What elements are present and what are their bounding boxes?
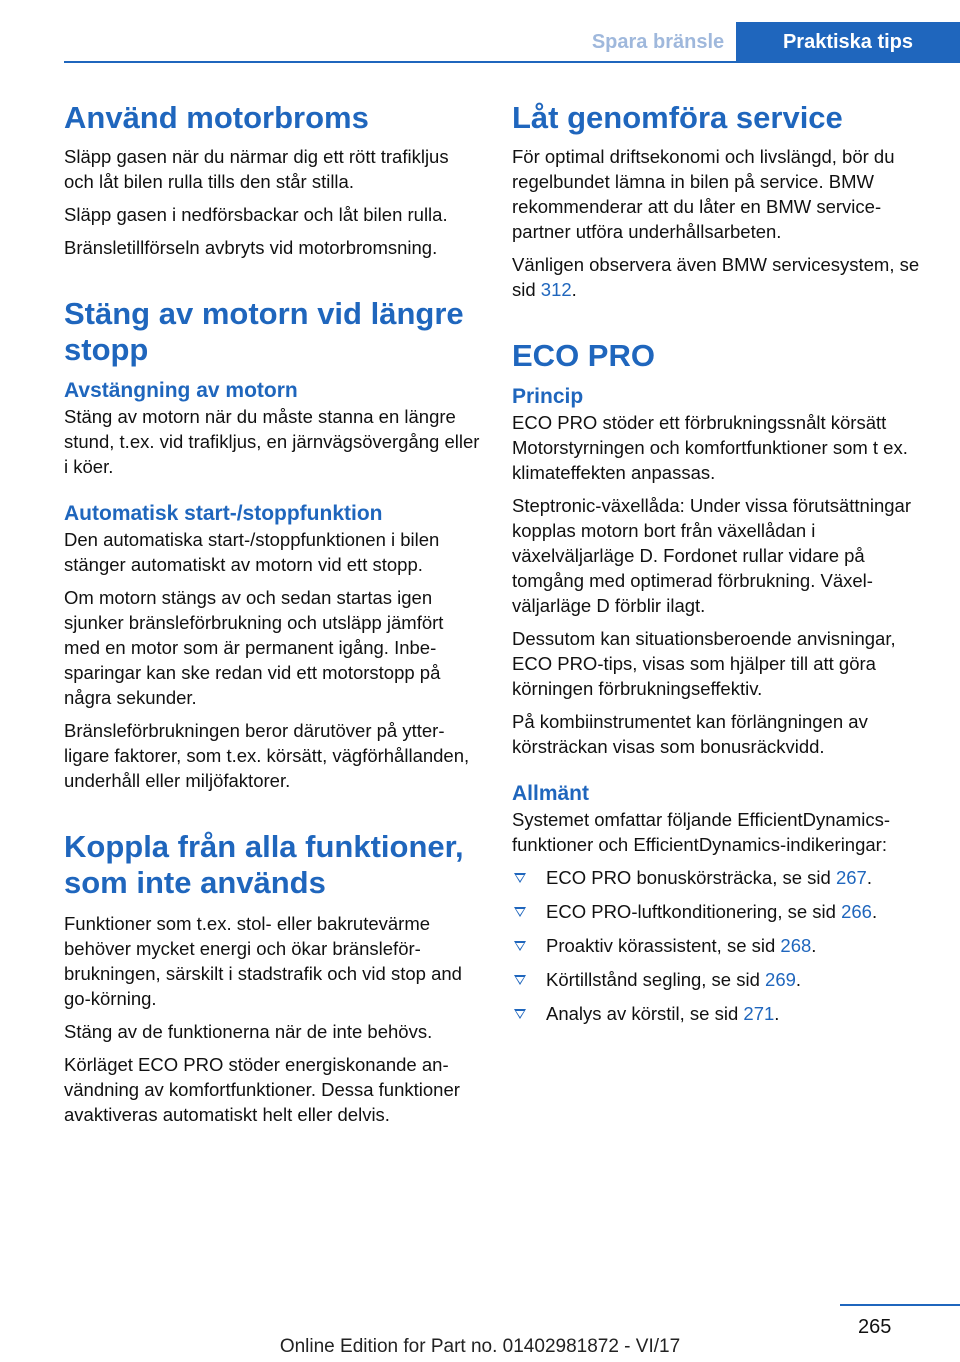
page-link-312[interactable]: 312 xyxy=(540,279,572,300)
triangle-bullet-icon xyxy=(514,975,526,985)
triangle-bullet-icon xyxy=(514,1009,526,1019)
paragraph: Bränsleförbrukningen beror därutöver på ytterligare faktorer, som t.ex. körsätt, vägförhållanden, underhåll eller miljöfaktorer. xyxy=(64,720,470,791)
footer-rule xyxy=(840,1304,960,1306)
paragraph: På kombiinstrumentet kan förlängningen av körsträckan visas som bonusräckvidd. xyxy=(512,711,868,757)
subsection-title-start-stopp: Automatisk start-/stoppfunktion xyxy=(64,502,383,525)
paragraph: Släpp gasen när du närmar dig ett rött trafikljus och låt bilen rulla tills den står stilla. xyxy=(64,146,449,192)
paragraph: Systemet omfattar följande EfficientDynamics-funktioner och EfficientDynamics-indikeringar: xyxy=(512,809,891,855)
page-link-267[interactable]: 267 xyxy=(835,867,867,888)
paragraph: ECO PRO stöder ett förbrukningssnålt körsätt Motorstyrningen och komfortfunktioner som t ex. klimateffekten anpassas. xyxy=(512,412,908,483)
list-item: ECO PRO-luftkonditionering, se sid 266. xyxy=(512,899,930,924)
tab-praktiska-tips[interactable]: Praktiska tips xyxy=(736,22,960,62)
section-title-koppla-fran: Koppla från alla funktioner, som inte används xyxy=(64,829,464,900)
section-title-motorbroms: Använd motorbroms xyxy=(64,100,369,135)
feature-list xyxy=(512,865,930,1026)
section-title-service: Låt genomföra service xyxy=(512,100,843,135)
page-number: 265 xyxy=(858,1316,892,1338)
page-link-269[interactable]: 269 xyxy=(765,969,796,990)
paragraph: Dessutom kan situationsberoende anvisningar, ECO PRO-tips, visas som hjälper till att göra körningen förbrukningseffektiv. xyxy=(512,628,896,699)
left-column xyxy=(64,100,482,1135)
paragraph: Släpp gasen i nedförsbackar och låt bilen rulla. xyxy=(64,204,448,225)
triangle-bullet-icon xyxy=(514,941,526,951)
paragraph: Den automatiska start-/stoppfunktionen i bilen stänger automatiskt av motorn vid ett stopp. xyxy=(64,529,440,575)
section-title-eco-pro: ECO PRO xyxy=(512,338,655,373)
subsection-title-princip: Princip xyxy=(512,385,584,408)
paragraph: Steptronic-växellåda: Under vissa förutsättningar kopplas motorn bort från växellådan i växelväljarläge D. Fordonet rullar vidare på tomgång med optimerad förbrukning. Växelväljarläge D förblir ilagt. xyxy=(512,495,911,616)
page-link-271[interactable]: 271 xyxy=(743,1003,775,1024)
triangle-bullet-icon xyxy=(514,873,526,883)
page-link-266[interactable]: 266 xyxy=(841,901,872,922)
paragraph-service-ref: Vänligen observera även BMW servicesystem, se sid 312. xyxy=(512,254,920,300)
list-item: Proaktiv körassistent, se sid 268. xyxy=(512,933,930,958)
header-rule xyxy=(64,61,960,63)
page-header xyxy=(0,0,960,62)
triangle-bullet-icon xyxy=(514,907,526,917)
paragraph: Bränsletillförseln avbryts vid motorbromsning. xyxy=(64,237,438,258)
paragraph: Stäng av de funktionerna när de inte behövs. xyxy=(64,1021,433,1042)
tab-spara-bransle[interactable]: Spara bränsle xyxy=(591,31,725,53)
subsection-title-avstangning: Avstängning av motorn xyxy=(64,379,298,402)
section-title-stang-av-motorn: Stäng av motorn vid längre stopp xyxy=(64,296,464,367)
list-item: ECO PRO bonuskörsträcka, se sid 267. xyxy=(512,865,930,890)
paragraph: Funktioner som t.ex. stol- eller bakrutevärme behöver mycket energi och ökar bränsleförbrukningen, särskilt i stadstrafik och vid stop and go-körning. xyxy=(64,913,462,1009)
edition-footer: Online Edition for Part no. 01402981872 - VI/17 xyxy=(279,1336,681,1357)
list-item: Körtillstånd segling, se sid 269. xyxy=(512,967,930,992)
paragraph: För optimal driftsekonomi och livslängd, bör du regelbundet lämna in bilen på service. BMW rekommenderar att du låter en BMW servicepartner utföra underhållsarbeten. xyxy=(512,146,895,242)
list-item: Analys av körstil, se sid 271. xyxy=(512,1001,930,1026)
paragraph: Stäng av motorn när du måste stanna en längre stund, t.ex. vid trafikljus, en järnvägsövergång eller i köer. xyxy=(64,406,480,477)
paragraph: Om motorn stängs av och sedan startas igen sjunker bränsleförbrukning och utsläpp jämfört med en motor som är permanent igång. Inbesparingar kan ske redan vid ett motorstopp på några sekunder. xyxy=(64,587,444,708)
right-column xyxy=(512,100,930,1035)
page-link-268[interactable]: 268 xyxy=(780,935,812,956)
paragraph: Körläget ECO PRO stöder energiskonande användning av komfortfunktioner. Dessa funktioner avaktiveras automatiskt helt eller delvis. xyxy=(64,1054,460,1125)
subsection-title-allmant: Allmänt xyxy=(512,782,590,805)
